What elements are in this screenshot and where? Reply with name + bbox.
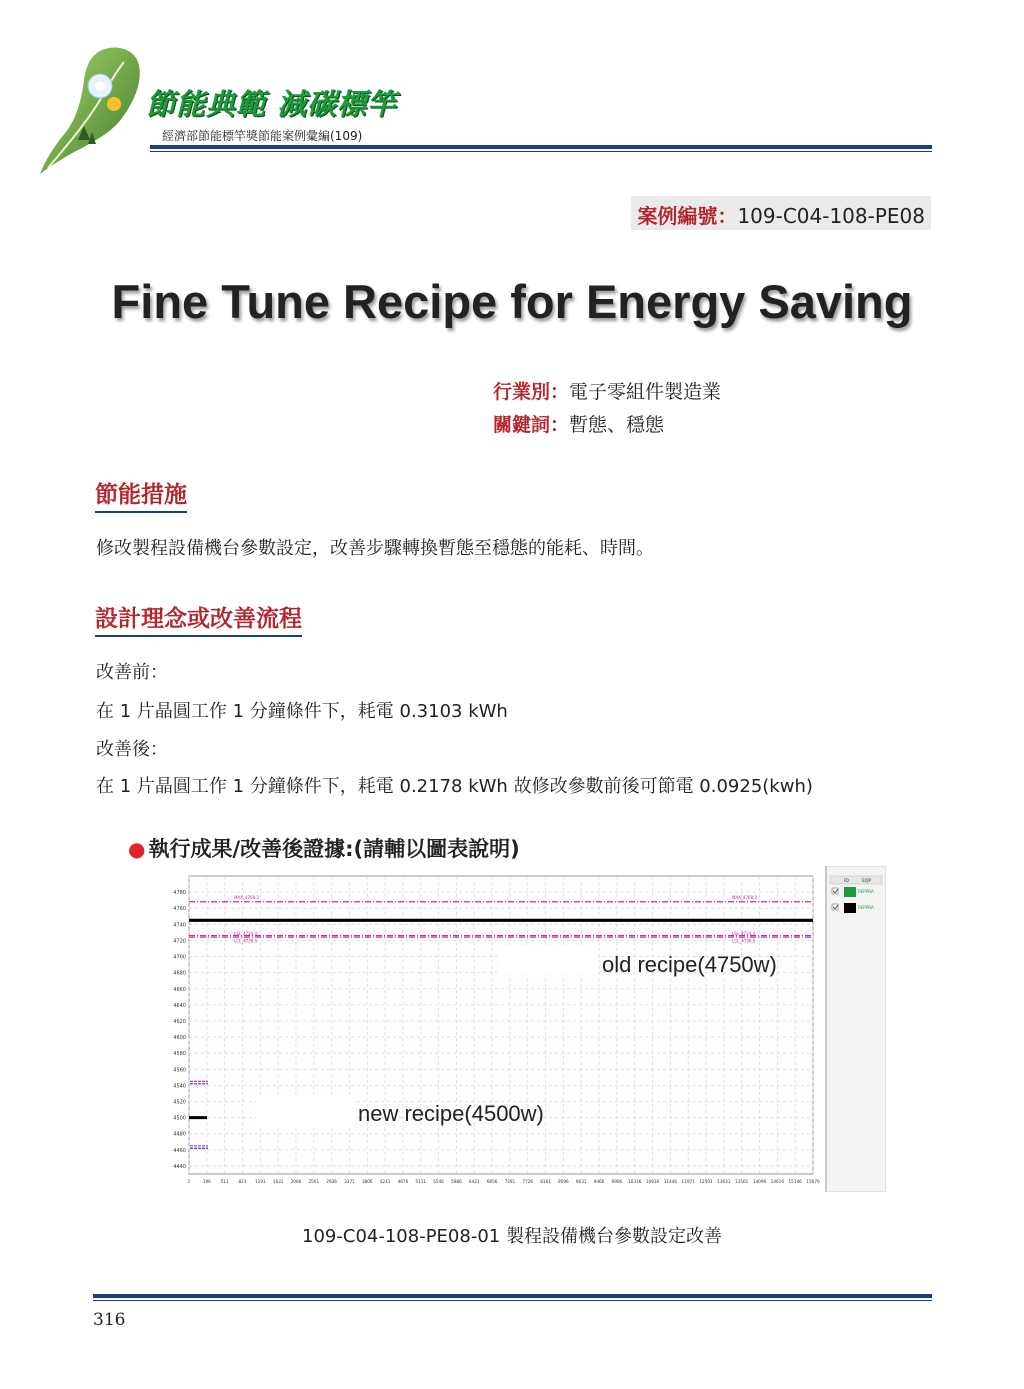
x-tick-label: 9031 <box>575 1179 587 1184</box>
y-tick-label: 4460 <box>173 1147 186 1154</box>
keywords-label: 關鍵詞： <box>493 414 570 436</box>
y-tick-label: 4780 <box>173 890 186 897</box>
page-title: Fine Tune Recipe for Energy Saving <box>111 275 913 328</box>
x-tick-label: 14096 <box>752 1179 767 1184</box>
legend-item-label: PEPPRA <box>858 905 874 910</box>
measures-heading: 節能措施 <box>95 476 187 513</box>
y-tick-label: 4760 <box>173 906 186 913</box>
annotation-mask <box>256 1096 356 1126</box>
header-rule-thin <box>150 151 932 152</box>
x-tick-label: 821 <box>238 1179 247 1184</box>
y-tick-label: 4660 <box>173 986 186 993</box>
x-tick-label: 9466 <box>593 1179 605 1184</box>
y-tick-label: 4560 <box>173 1067 186 1074</box>
x-tick-label: 3371 <box>344 1179 355 1184</box>
x-tick-label: 4676 <box>397 1179 409 1184</box>
y-tick-label: 4440 <box>173 1163 186 1170</box>
annotation-mask <box>500 946 598 974</box>
x-tick-label: 6421 <box>468 1179 480 1184</box>
limit-label: LSL_4724.4 <box>732 931 755 937</box>
y-tick-label: 4480 <box>173 1131 186 1138</box>
x-tick-label: 6856 <box>486 1179 498 1184</box>
x-tick-label: 1191 <box>254 1179 266 1184</box>
x-tick-label: 3806 <box>361 1179 373 1184</box>
footer-rule-thin <box>93 1300 932 1301</box>
power-trend-chart <box>164 866 886 1192</box>
y-tick-label: 4580 <box>173 1051 186 1058</box>
y-tick-label: 4520 <box>173 1099 186 1106</box>
industry-line <box>493 377 721 404</box>
x-tick-label: 4241 <box>379 1179 391 1184</box>
before-text: 在 1 片晶圓工作 1 分鐘條件下，耗電 0.3103 kWh <box>96 701 508 722</box>
legend-swatch <box>844 887 856 897</box>
logo-subtitle: 經濟部節能標竿獎節能案例彙編(109) <box>162 129 363 143</box>
x-tick-label: 11971 <box>681 1179 695 1184</box>
legend-swatch <box>844 903 856 913</box>
x-axis-ticks <box>188 1179 820 1184</box>
evidence-heading-text: 執行成果/改善後證據:(請輔以圖表說明) <box>148 837 520 861</box>
x-tick-label: 2936 <box>326 1179 337 1184</box>
x-tick-label: 1631 <box>272 1179 284 1184</box>
after-label: 改善後： <box>96 739 168 760</box>
limit-label: LCL_4728.5 <box>732 938 756 944</box>
x-tick-label: 1 <box>187 1179 191 1184</box>
keywords-line <box>493 410 664 437</box>
x-tick-label: 5546 <box>433 1179 444 1184</box>
x-tick-label: 10336 <box>628 1179 642 1184</box>
y-tick-label: 4500 <box>173 1115 186 1122</box>
limit-label: MAX_4768.3 <box>234 894 259 900</box>
x-tick-label: 5986 <box>451 1179 462 1184</box>
evidence-heading <box>128 833 520 863</box>
footer-rule <box>93 1294 932 1298</box>
measures-text: 修改製程設備機台參數設定，改善步驟轉換暫態至穩態的能耗、時間。 <box>96 538 654 559</box>
x-tick-label: 14616 <box>770 1179 785 1184</box>
case-number-value: 109-C04-108-PE08 <box>737 204 925 228</box>
x-tick-label: 8161 <box>540 1179 551 1184</box>
x-tick-label: 15146 <box>788 1179 802 1184</box>
industry-label: 行業別： <box>493 381 570 403</box>
legend-header-label: ID <box>844 879 849 884</box>
after-text: 在 1 片晶圓工作 1 分鐘條件下，耗電 0.2178 kWh 故修改參數前後可節電 0.0925(kwh) <box>96 776 813 797</box>
page-number: 316 <box>93 1310 126 1330</box>
y-tick-label: 4600 <box>173 1035 186 1042</box>
y-tick-label: 4620 <box>173 1018 186 1025</box>
bullet-icon: ● <box>128 837 146 861</box>
x-tick-label: 2066 <box>290 1179 302 1184</box>
x-tick-label: 8596 <box>558 1179 569 1184</box>
x-tick-label: 10916 <box>645 1179 660 1184</box>
legend-header-label: EQP <box>862 879 872 884</box>
x-tick-label: 196 <box>202 1179 211 1184</box>
x-tick-label: 511 <box>220 1179 229 1184</box>
x-tick-label: 11446 <box>663 1179 678 1184</box>
case-number-label: 案例編號： <box>637 204 738 228</box>
new-recipe-annotation: new recipe(4500w) <box>358 1101 544 1126</box>
case-number <box>631 196 931 230</box>
x-tick-label: 12501 <box>699 1179 713 1184</box>
legend-panel <box>826 866 886 1192</box>
x-tick-label: 9906 <box>611 1179 623 1184</box>
y-tick-label: 4700 <box>173 954 186 961</box>
legend-header <box>830 876 882 884</box>
industry-value: 電子零組件製造業 <box>569 381 722 403</box>
y-tick-label: 4680 <box>173 970 186 977</box>
limit-label: MAX_4768.3 <box>732 894 757 900</box>
x-tick-label: 7291 <box>504 1179 516 1184</box>
logo-title: 節能典範 減碳標竿 <box>146 87 398 121</box>
x-tick-label: 7726 <box>522 1179 534 1184</box>
legend-item-label: PEPPRA <box>858 889 874 894</box>
keywords-value: 暫態、穩態 <box>569 414 665 436</box>
y-tick-label: 4640 <box>173 1002 186 1009</box>
x-tick-label: 13561 <box>735 1179 749 1184</box>
x-tick-label: 13031 <box>717 1179 731 1184</box>
figure-caption: 109-C04-108-PE08-01 製程設備機台參數設定改善 <box>302 1226 722 1247</box>
limit-label: LSL_4724.4 <box>234 931 257 937</box>
design-heading: 設計理念或改善流程 <box>95 600 302 637</box>
before-label: 改善前： <box>96 662 168 683</box>
y-tick-label: 4740 <box>173 922 186 929</box>
y-tick-label: 4720 <box>173 938 186 945</box>
x-tick-label: 5111 <box>415 1179 427 1184</box>
x-tick-label: 2501 <box>308 1179 320 1184</box>
limit-label: LCL_4728.5 <box>234 938 258 944</box>
old-recipe-annotation: old recipe(4750w) <box>602 952 777 977</box>
y-tick-label: 4540 <box>173 1083 186 1090</box>
x-tick-label: 15676 <box>806 1179 820 1184</box>
header-rule <box>150 145 932 149</box>
